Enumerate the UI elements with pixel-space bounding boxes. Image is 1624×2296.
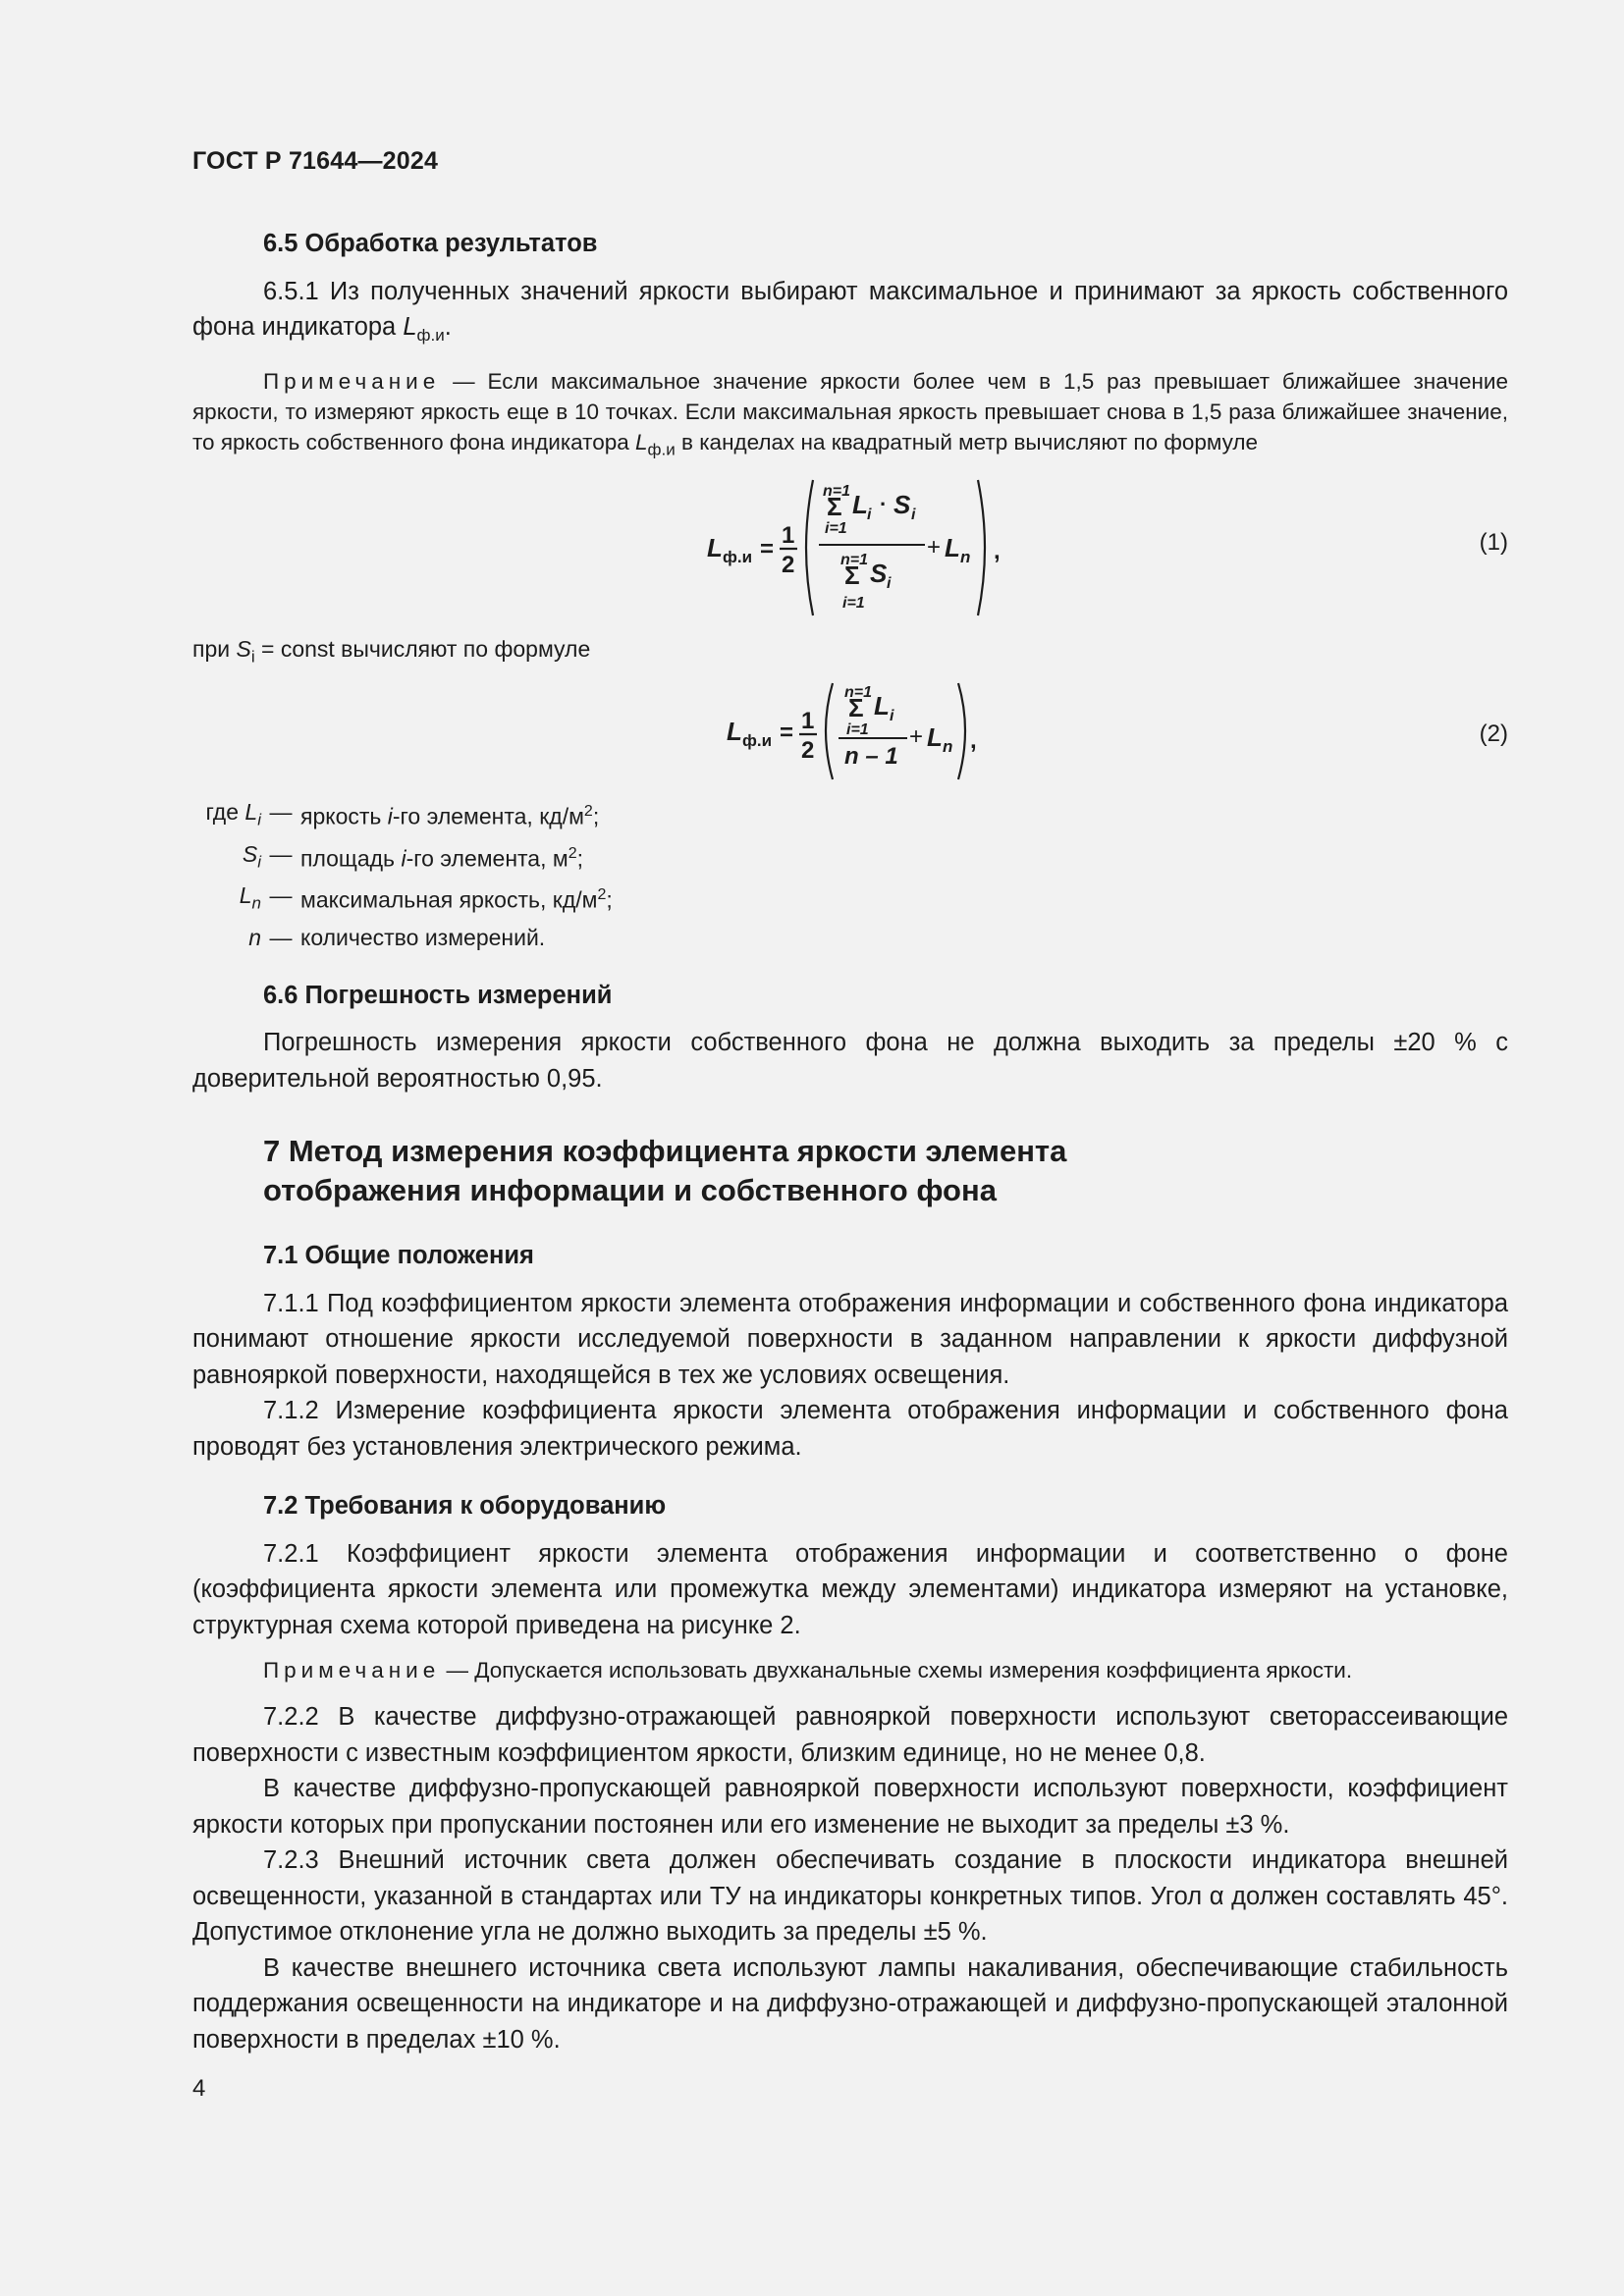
legend-text: максимальная яркость, $кд/м^2$; <box>300 886 613 914</box>
legend-symbol: $S_i$ <box>242 840 261 872</box>
f2-sum-bottom: i=1 <box>846 721 869 739</box>
f2-comma: , <box>970 727 977 755</box>
f1-right-paren <box>978 480 985 615</box>
f1-comma: , <box>994 538 1001 565</box>
f2-right-paren <box>958 683 965 779</box>
f2-den: n – 1 <box>844 743 898 771</box>
formula-2-row <box>192 679 1508 787</box>
document-header: ГОСТ Р 71644—2024 <box>192 147 439 175</box>
section-7-2-title: 7.2 Требования к оборудованию <box>263 1492 667 1521</box>
section-6-5-title: 6.5 Обработка результатов <box>263 230 598 257</box>
paragraph-7-2-3-cont: В качестве внешнего источника света используют лампы накаливания, обеспечивающие стабильность поддержания освещенности на индикаторе и на диффузно-отражающей и диффузно-пропускающей эталонной поверхности в пределах ±10 %. <box>192 1953 1508 2054</box>
f1-den-sum-bottom: i=1 <box>842 595 865 613</box>
f2-lhs: L <box>727 717 742 747</box>
f2-lhs-sub: ф.и <box>742 731 773 751</box>
legend-text: количество измерений. <box>300 924 546 950</box>
f1-lhs: L <box>707 533 723 563</box>
note-6-5: Примечание — Если максимальное значение яркости более чем в 1,5 раз превышает ближайшее значение яркости, то измеряют яркость еще в 10 точках. Если максимальная яркость превышает снова в 1,5 раза ближайшее значение, то яркость собственного фона индикатора $L_{ф.и}$ в канделах на квадратный метр вычисляют по формуле <box>192 368 1508 459</box>
f1-den-sum-top: n=1 <box>840 552 869 569</box>
f1-den-sigma: Σ <box>844 561 860 591</box>
f1-half-num: 1 <box>782 522 795 550</box>
f1-num-sum-top: n=1 <box>823 483 851 501</box>
formula-1 <box>703 474 1017 621</box>
section-7-title-line-2: отображения информации и собственного фона <box>263 1173 997 1208</box>
variable-legend <box>192 795 1508 954</box>
f1-plus: + <box>927 534 942 561</box>
f1-left-paren <box>806 480 813 615</box>
f1-num-term2: S <box>893 490 911 520</box>
formula-1-row <box>192 474 1508 621</box>
f2-num-term-sub: i <box>890 708 894 725</box>
section-7-1-title: 7.1 Общие положения <box>263 1242 534 1270</box>
f1-last: L <box>945 533 960 563</box>
legend-symbol: где $L_i$ <box>205 799 261 829</box>
f2-num-term: L <box>874 691 890 721</box>
f2-half-den: 2 <box>801 737 815 765</box>
section-6-6-title: 6.6 Погрешность измерений <box>263 981 613 1009</box>
legend-symbol: n <box>248 924 261 950</box>
f1-den-term: S <box>870 559 888 589</box>
legend-dash: — <box>269 882 293 909</box>
f2-plus: + <box>909 723 924 751</box>
f1-eq: = <box>760 536 775 563</box>
f2-sigma: Σ <box>848 693 864 723</box>
legend-dash: — <box>269 840 293 867</box>
paragraph-7-1-1: 7.1.1 Под коэффициентом яркости элемента отображения информации и собственного фона индикатора понимают отношение яркости исследуемой поверхности в заданном направлении к яркости диффузной равнояркой поверхности, находящейся в тех же условиях освещения. <box>192 1289 1508 1389</box>
section-7-title <box>263 1132 1508 1210</box>
f1-num-term-sub: i <box>867 507 872 524</box>
f2-last: L <box>927 722 943 753</box>
f1-lhs-sub: ф.и <box>723 548 753 567</box>
f1-num-term2-sub: i <box>911 507 916 524</box>
f1-num-dot: · <box>880 492 888 517</box>
legend-text: яркость i-го элемента, $кд/м^2$; <box>300 803 600 829</box>
f1-last-sub: n <box>960 548 971 567</box>
note-7-2: Примечание — Допускается использовать двухканальные схемы измерения коэффициента яркости. <box>263 1658 1353 1683</box>
legend-symbol: $L_n$ <box>239 882 261 913</box>
paragraph-7-2-1: 7.2.1 Коэффициент яркости элемента отображения информации и соответственно о фоне (коэффициента яркости элемента или промежутка между элементами) индикатора измеряют на установке, структурная схема которой приведена на рисунке 2. <box>192 1539 1508 1639</box>
formula-1-number: (1) <box>1479 529 1508 557</box>
f1-den-term-sub: i <box>887 575 892 593</box>
paragraph-6-6: Погрешность измерения яркости собственного фона не должна выходить за пределы ±20 % с доверительной вероятностью 0,95. <box>192 1029 1508 1093</box>
paragraph-7-2-2-cont: В качестве диффузно-пропускающей равнояркой поверхности используют поверхности, коэффициент яркости которых при пропускании постоянен или его изменение не выходит за пределы ±3 %. <box>192 1775 1508 1839</box>
legend-text: площадь i-го элемента, $м^2$; <box>300 844 583 872</box>
f2-last-sub: n <box>943 737 953 757</box>
f1-num-term: L <box>852 490 868 520</box>
paragraph-6-5-1: 6.5.1 Из полученных значений яркости выбирают максимальное и принимают за яркость собственного фона индикатора $L_{ф.и}$. <box>192 277 1508 346</box>
legend-dash: — <box>269 799 293 826</box>
page-content <box>192 226 1508 2057</box>
f2-sum-top: n=1 <box>844 684 873 702</box>
formula-2 <box>723 679 978 787</box>
f2-half-num: 1 <box>801 708 815 735</box>
f2-eq: = <box>780 720 794 747</box>
f1-num-sum-bottom: i=1 <box>825 520 847 538</box>
paragraph-7-1-2: 7.1.2 Измерение коэффициента яркости элемента отображения информации и собственного фона проводят без установления электрического режима. <box>192 1397 1508 1461</box>
page-number: 4 <box>192 2075 206 2102</box>
paragraph-7-2-3: 7.2.3 Внешний источник света должен обеспечивать создание в плоскости индикатора внешней освещенности, указанной в стандартах или ТУ на индикаторы конкретных типов. Угол α должен составлять 45°. Допустимое отклонение угла не должно выходить за пределы ±5 %. <box>192 1846 1508 1947</box>
section-7-title-line-1: 7 Метод измерения коэффициента яркости элемента <box>263 1134 1067 1169</box>
formula-2-number: (2) <box>1479 721 1508 748</box>
paragraph-7-2-2: 7.2.2 В качестве диффузно-отражающей равнояркой поверхности используют светорассеивающие поверхности с известным коэффициентом яркости, близким единице, но не менее 0,8. <box>192 1703 1508 1767</box>
formula-2-intro: при $S_i$ = const вычисляют по формуле <box>192 636 591 667</box>
f1-half-den: 2 <box>782 552 795 579</box>
legend-dash: — <box>269 924 293 950</box>
f2-left-paren <box>826 683 833 779</box>
f1-num-sigma: Σ <box>827 492 842 522</box>
